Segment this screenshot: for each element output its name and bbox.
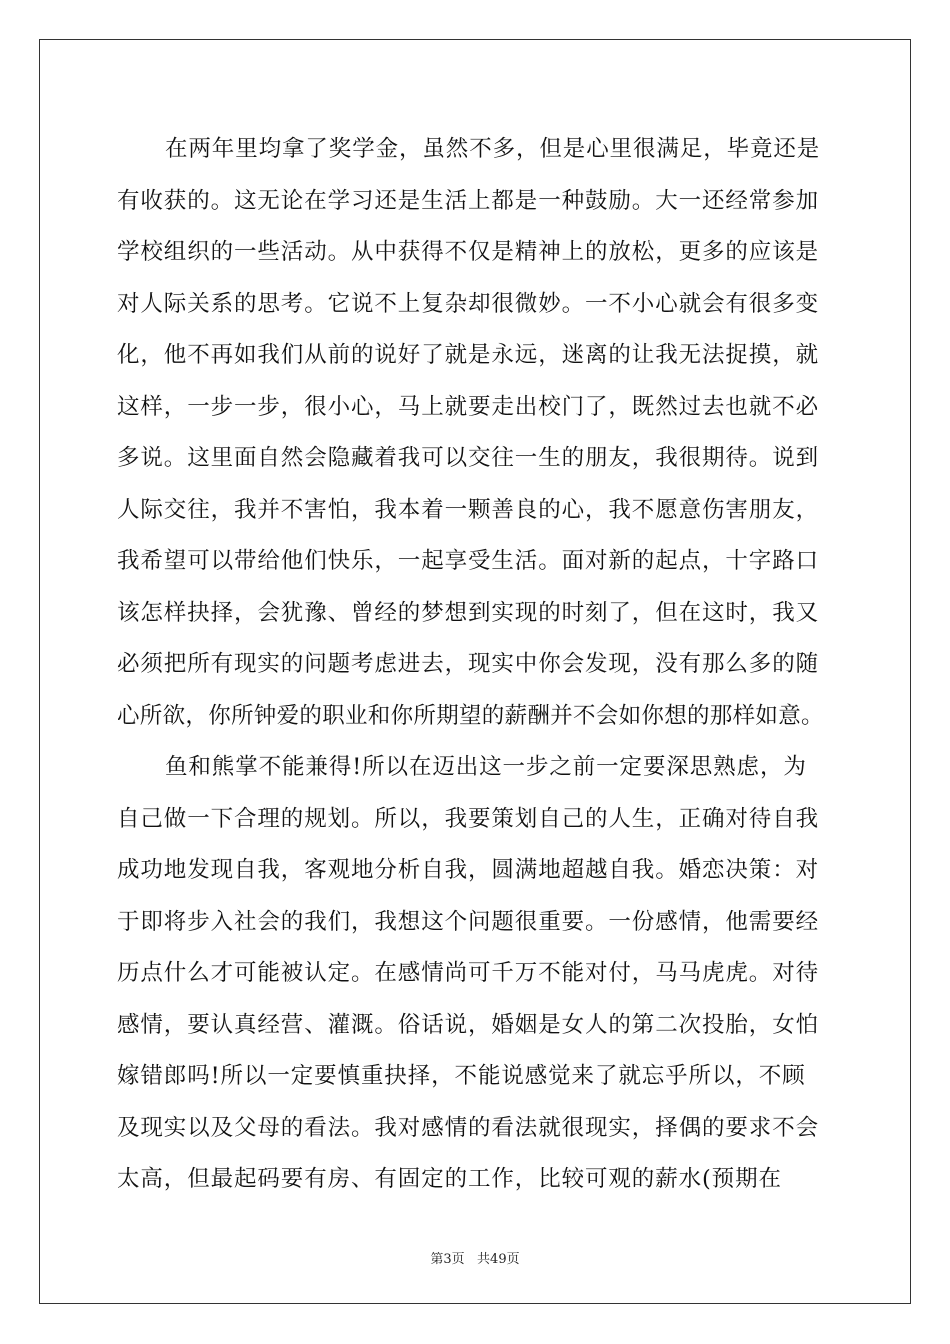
text-line: 有收获的。这无论在学习还是生活上都是一种鼓励。大一还经常参加: [117, 187, 820, 214]
page-number-footer: 第3页 共49页: [430, 1252, 520, 1267]
text-line: 嫁错郎吗!所以一定要慎重抉择，不能说感觉来了就忘乎所以，不顾: [117, 1063, 806, 1089]
text-line: 这样，一步一步，很小心，马上就要走出校门了，既然过去也就不必: [117, 393, 820, 420]
text-line: 心所欲，你所钟爱的职业和你所期望的薪酬并不会如你想的那样如意。: [117, 702, 824, 729]
text-line: 历点什么才可能被认定。在感情尚可千万不能对付，马马虎虎。对待: [117, 960, 820, 986]
text-line: 学校组织的一些活动。从中获得不仅是精神上的放松，更多的应该是: [117, 239, 820, 265]
text-line: 必须把所有现实的问题考虑进去，现实中你会发现，没有那么多的随: [117, 651, 820, 677]
text-line: 对人际关系的思考。它说不上复杂却很微妙。一不小心就会有很多变: [117, 290, 820, 317]
text-line: 于即将步入社会的我们，我想这个问题很重要。一份感情，他需要经: [117, 908, 820, 935]
text-line: 及现实以及父母的看法。我对感情的看法就很现实，择偶的要求不会: [117, 1114, 820, 1141]
body-text: [117, 128, 837, 1210]
text-line: 自己做一下合理的规划。所以，我要策划自己的人生，正确对待自我: [117, 805, 820, 832]
text-line: 感情，要认真经营、灌溉。俗话说，婚姻是女人的第二次投胎，女怕: [117, 1011, 820, 1038]
text-line: 人际交往，我并不害怕，我本着一颗善良的心，我不愿意伤害朋友，: [117, 496, 820, 523]
text-line: 太高，但最起码要有房、有固定的工作，比较可观的薪水(预期在: [117, 1166, 782, 1192]
text-line: 在两年里均拿了奖学金，虽然不多，但是心里很满足，毕竟还是: [165, 136, 821, 162]
text-line: 该怎样抉择，会犹豫、曾经的梦想到实现的时刻了，但在这时，我又: [117, 599, 820, 626]
text-line: 多说。这里面自然会隐藏着我可以交往一生的朋友，我很期待。说到: [117, 445, 820, 471]
text-line: 成功地发现自我，客观地分析自我，圆满地超越自我。婚恋决策：对: [117, 857, 820, 883]
text-line: 化，他不再如我们从前的说好了就是永远，迷离的让我无法捉摸，就: [117, 342, 820, 368]
text-line: 我希望可以带给他们快乐，一起享受生活。面对新的起点，十字路口: [117, 548, 820, 574]
text-line: 鱼和熊掌不能兼得!所以在迈出这一步之前一定要深思熟虑，为: [165, 754, 807, 780]
